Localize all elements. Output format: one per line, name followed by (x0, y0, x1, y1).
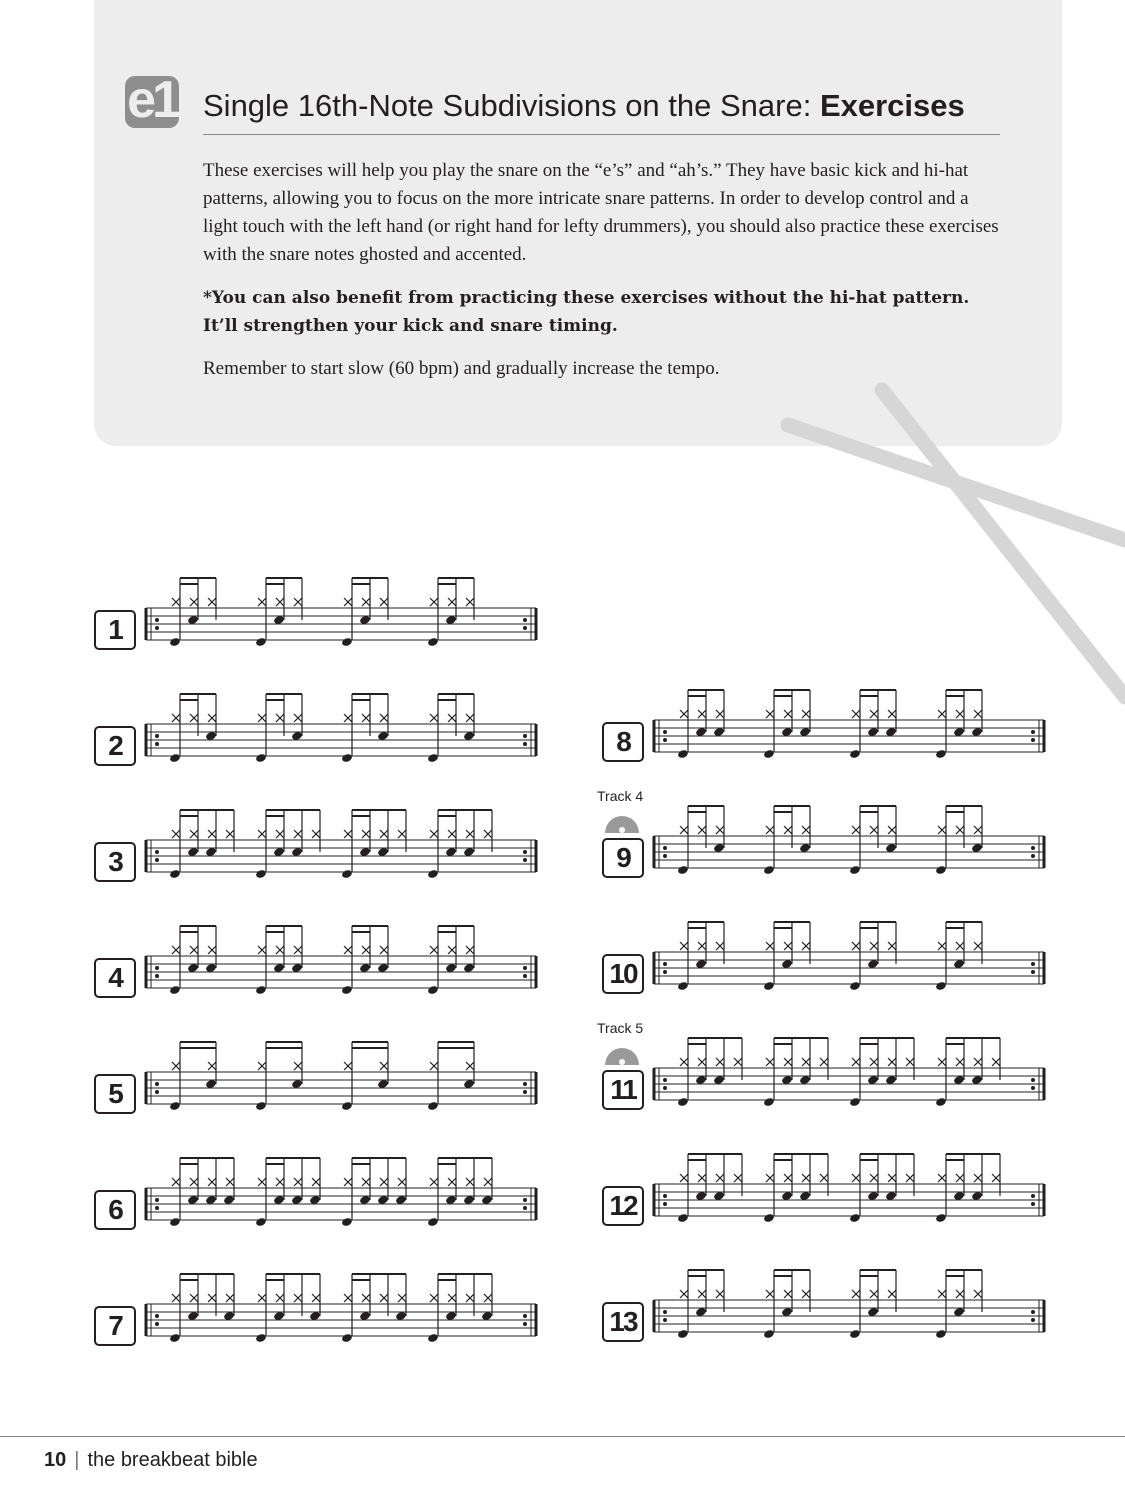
drum-notation (144, 574, 544, 654)
exercise-2 (94, 690, 544, 770)
exercise-number: 12 (602, 1186, 644, 1226)
title-bold: Exercises (819, 88, 965, 123)
page-title (203, 86, 1000, 126)
exercise-3 (94, 806, 544, 886)
exercise-number: 4 (94, 958, 136, 998)
track-4-label: Track 4 (597, 788, 644, 804)
exercise-12 (602, 1150, 1052, 1230)
drum-notation (652, 802, 1052, 882)
track-5-label: Track 5 (597, 1020, 644, 1036)
title-divider (203, 134, 1000, 135)
exercise-number: 3 (94, 842, 136, 882)
exercise-number: 13 (602, 1302, 644, 1342)
exercise-10 (602, 918, 1052, 998)
exercise-number: 6 (94, 1190, 136, 1230)
drum-notation (652, 1266, 1052, 1346)
drum-notation (652, 1034, 1052, 1114)
exercise-8 (602, 686, 1052, 766)
exercise-number: 1 (94, 610, 136, 650)
intro-paragraph: These exercises will help you play the snare on the “e’s” and “ah’s.” They have basic kick and hi-hat patterns, allowing you to focus on the more intricate snare patterns. In order to develop control and a light touch with the left hand (or right hand for lefty drummers), you should also practice these exercises with the snare notes ghosted and accented. (203, 160, 999, 265)
tempo-reminder: Remember to start slow (60 bpm) and gradually increase the tempo. (203, 358, 720, 379)
exercise-number: 10 (602, 954, 644, 994)
drum-notation (144, 1270, 544, 1350)
exercise-6 (94, 1154, 544, 1234)
footer-separator: | (74, 1449, 80, 1471)
exercise-number: 8 (602, 722, 644, 762)
exercise-badge-icon (125, 76, 179, 128)
exercise-13 (602, 1266, 1052, 1346)
drum-notation (652, 918, 1052, 998)
exercise-9 (602, 802, 1052, 882)
practice-note: *You can also benefit from practicing these exercises without the hi-hat pattern. It’ll strengthen your kick and snare timing. (203, 288, 970, 336)
drum-notation (652, 686, 1052, 766)
drum-notation (144, 1154, 544, 1234)
exercise-number: 7 (94, 1306, 136, 1346)
drum-notation (652, 1150, 1052, 1230)
exercise-5 (94, 1038, 544, 1118)
exercise-number: 2 (94, 726, 136, 766)
drum-notation (144, 690, 544, 770)
exercise-11 (602, 1034, 1052, 1114)
page-number: 10 (44, 1449, 67, 1471)
exercise-1 (94, 574, 544, 654)
exercise-4 (94, 922, 544, 1002)
badge-text: e1 (127, 76, 177, 128)
page-footer (44, 1449, 258, 1472)
exercise-number: 5 (94, 1074, 136, 1114)
title-regular: Single 16th-Note Subdivisions on the Snare: (203, 88, 820, 123)
exercise-7 (94, 1270, 544, 1350)
footer-divider (0, 1436, 1125, 1437)
drum-notation (144, 1038, 544, 1118)
exercise-number: 9 (602, 838, 644, 878)
drum-notation (144, 922, 544, 1002)
book-title: the breakbeat bible (87, 1449, 258, 1471)
exercise-number: 11 (602, 1070, 644, 1110)
drum-notation (144, 806, 544, 886)
drumsticks-icon (770, 375, 1125, 705)
